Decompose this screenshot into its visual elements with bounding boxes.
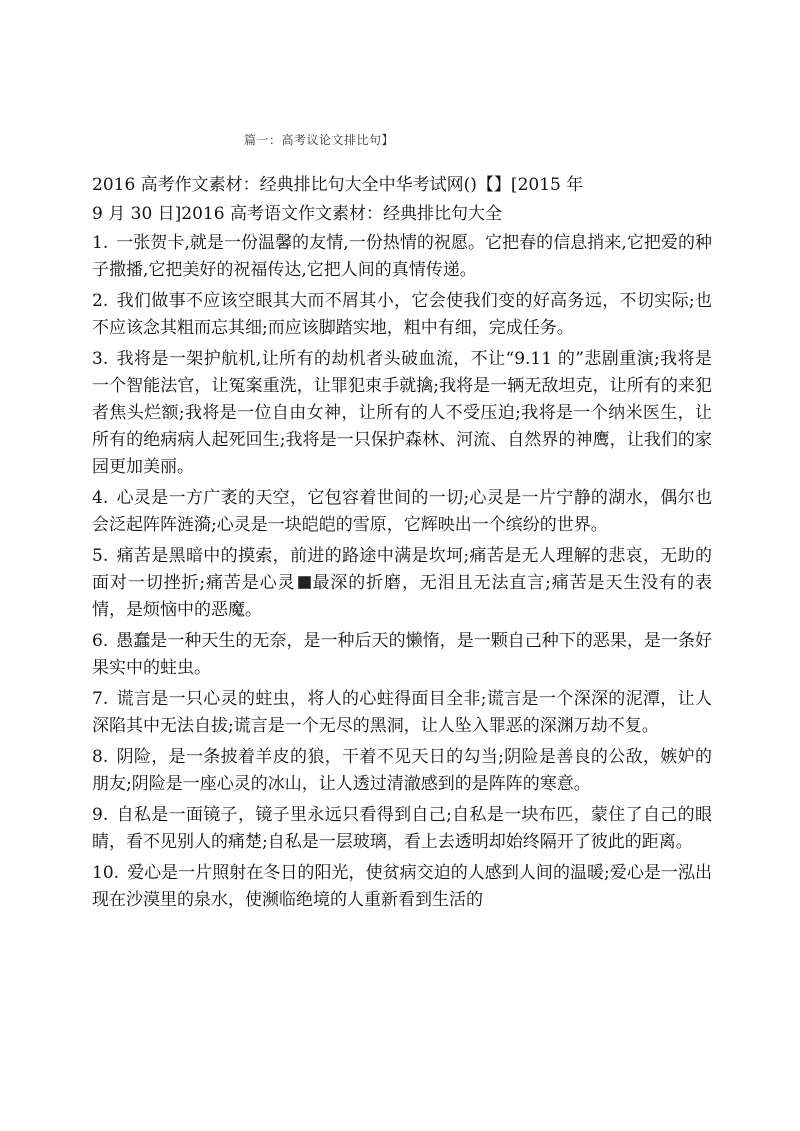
- item-text: 自私是一面镜子，镜子里永远只看得到自己;自私是一块布匹，蒙住了自己的眼睛，看不见别人的痛楚;自私是一层玻璃，看上去透明却始终隔开了彼此的距离。: [92, 805, 712, 852]
- list-item: [92, 346, 712, 481]
- title-line-1: 2016 高考作文素材：经典排比句大全中华考试网()【】[2015 年: [92, 175, 584, 195]
- item-text: 谎言是一只心灵的蛀虫，将人的心蛀得面目全非;谎言是一个深深的泥潭，让人深陷其中无法自拔;谎言是一个无尽的黑洞，让人坠入罪恶的深渊万劫不复。: [92, 689, 712, 736]
- item-number: 1.: [92, 233, 109, 253]
- list-item: [92, 230, 712, 284]
- list-item: [92, 288, 712, 342]
- item-number: 4.: [92, 488, 109, 508]
- item-text: 阴险，是一条披着羊皮的狼，干着不见天日的勾当;阴险是善良的公敌，嫉妒的朋友;阴险是一座心灵的冰山，让人透过清澈感到的是阵阵的寒意。: [92, 747, 712, 794]
- item-number: 5.: [92, 546, 109, 566]
- list-item: [92, 686, 712, 740]
- list-item: [92, 485, 712, 539]
- item-text: 愚蠢是一种天生的无奈，是一种后天的懒惰，是一颗自己种下的恶果，是一条好果实中的蛀虫。: [92, 631, 712, 678]
- list-item: [92, 744, 712, 798]
- missing-glyph-icon: [298, 576, 311, 589]
- list-item: [92, 860, 712, 914]
- item-number: 3.: [92, 349, 109, 369]
- item-text: 一张贺卡,就是一份温馨的友情,一份热情的祝愿。它把春的信息捎来,它把爱的种子撒播,它把美好的祝福传达,它把人间的真情传递。: [92, 233, 712, 280]
- item-text-before: 痛苦是黑暗中的摸索，前进的路途中满是坎坷;痛苦是无人理解的悲哀，无助的面对一切挫折;痛苦是心灵: [92, 546, 712, 593]
- title-line-2: 9 月 30 日]2016 高考语文作文素材：经典排比句大全: [92, 204, 502, 224]
- item-text: 我将是一架护航机,让所有的劫机者头破血流，不让“9.11 的”悲剧重演;我将是一个智能法官，让冤案重洗，让罪犯束手就擒;我将是一辆无敌坦克，让所有的来犯者焦头烂额;我将是一位自由女神，让所有的人不受压迫;我将是一个纳米医生，让所有的绝病病人起死回生;我将是一只保护森林、河流、自然界的神鹰，让我们的家园更加美丽。: [92, 349, 712, 477]
- item-number: 8.: [92, 747, 109, 767]
- item-number: 10.: [92, 863, 120, 883]
- section-subtitle: 篇一：高考议论文排比句】: [244, 133, 395, 147]
- item-text: 爱心是一片照射在冬日的阳光，使贫病交迫的人感到人间的温暖;爱心是一泓出现在沙漠里的泉水，使濒临绝境的人重新看到生活的: [92, 863, 712, 910]
- item-text: 我们做事不应该空眼其大而不屑其小，它会使我们变的好高务远，不切实际;也不应该念其粗而忘其细;而应该脚踏实地，粗中有细，完成任务。: [92, 291, 712, 338]
- document-body: [92, 172, 712, 918]
- item-number: 6.: [92, 631, 109, 651]
- list-item: [92, 543, 712, 624]
- list-item: [92, 628, 712, 682]
- list-item: [92, 802, 712, 856]
- item-number: 9.: [92, 805, 109, 825]
- item-text-after: 最深的折磨，无泪且无法直言;痛苦是天生没有的表情，是烦恼中的恶魔。: [92, 573, 712, 620]
- item-text: 心灵是一方广袤的天空，它包容着世间的一切;心灵是一片宁静的湖水，偶尔也会泛起阵阵涟漪;心灵是一块皑皑的雪原，它辉映出一个缤纷的世界。: [92, 488, 712, 535]
- item-number: 7.: [92, 689, 109, 709]
- item-number: 2.: [92, 291, 109, 311]
